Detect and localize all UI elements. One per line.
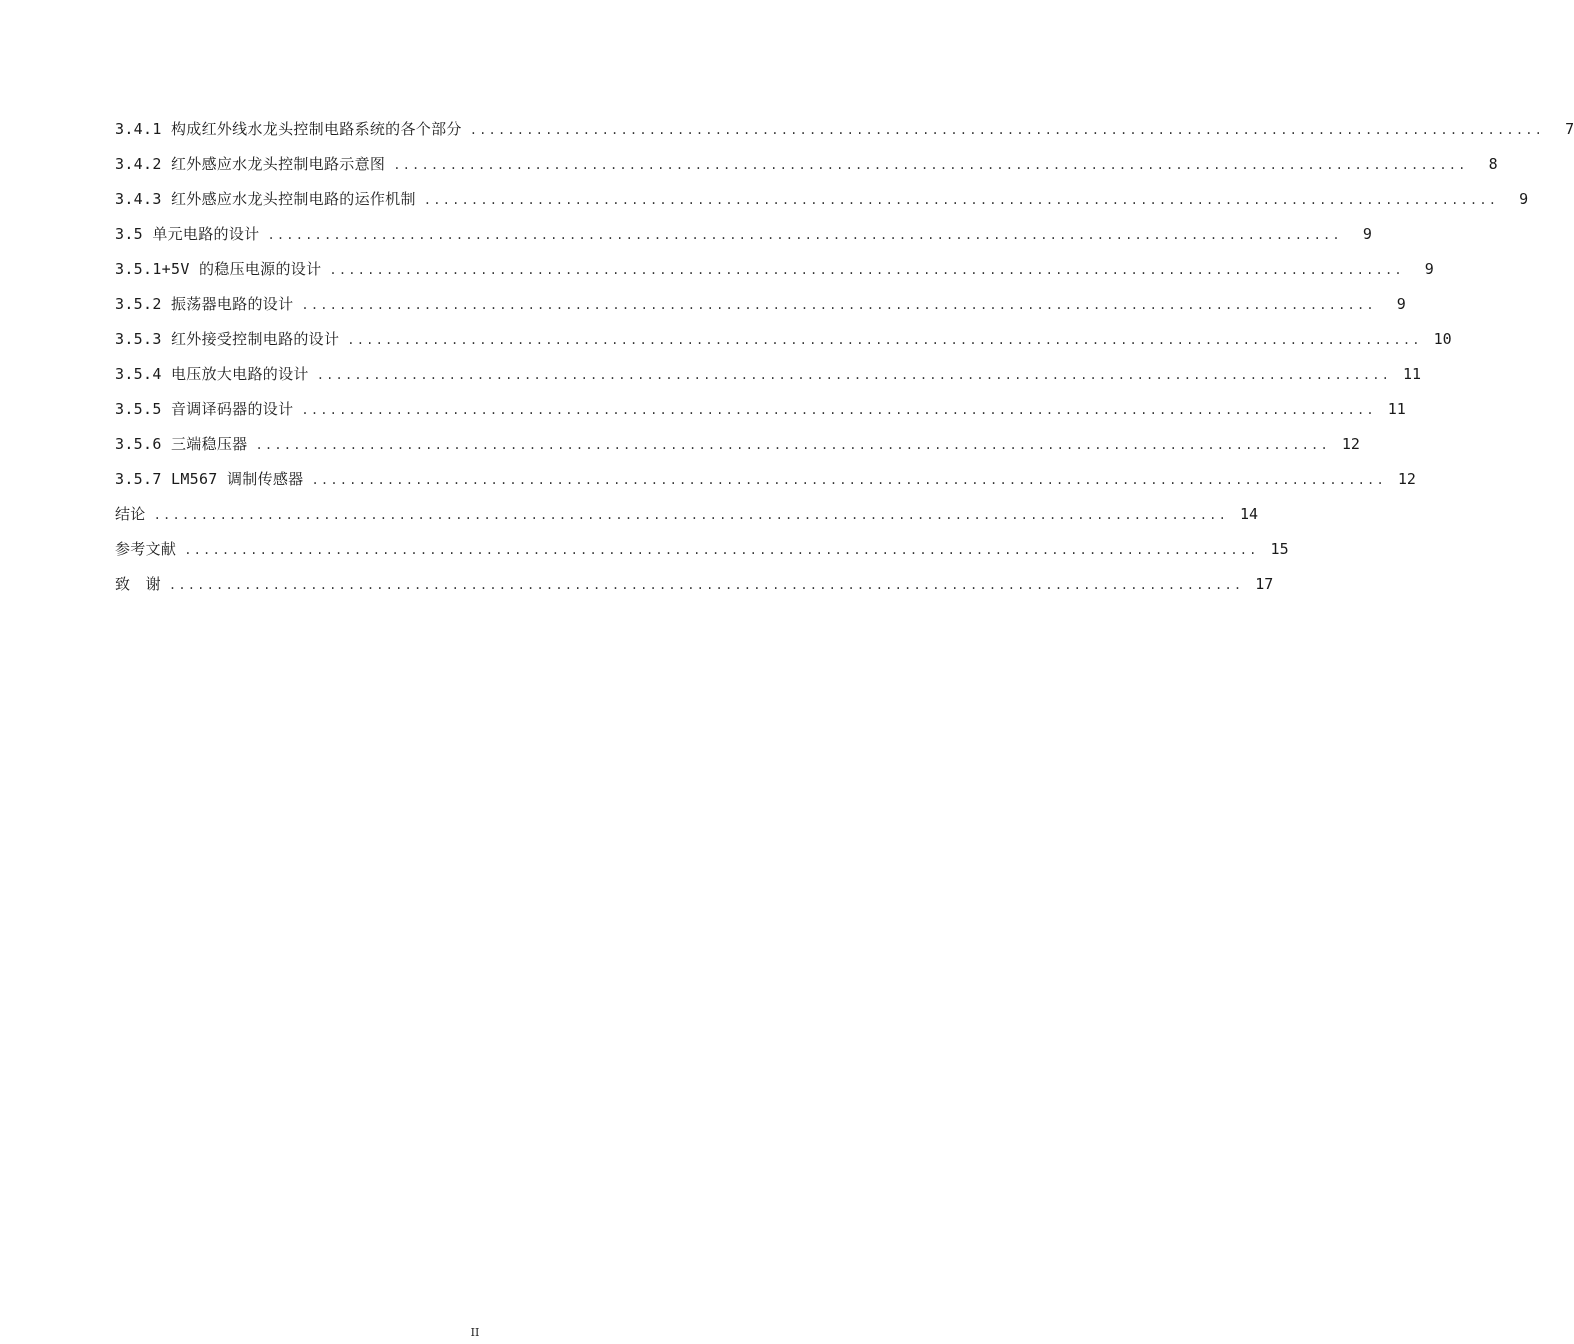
toc-entry-label: 3.5.4 电压放大电路的设计 (115, 365, 309, 383)
toc-entry-page: 15 (1270, 540, 1289, 558)
toc-entry-label: 3.4.3 红外感应水龙头控制电路的运作机制 (115, 190, 416, 208)
toc-entry-label: 3.4.1 构成红外线水龙头控制电路系统的各个部分 (115, 120, 462, 138)
toc-entry[interactable] (115, 257, 1434, 292)
toc-entry[interactable] (115, 467, 1416, 502)
toc-entry[interactable] (115, 572, 1274, 607)
toc-entry[interactable] (115, 537, 1289, 572)
toc-leader-dots: .................................................................................................................. (168, 578, 1244, 592)
toc-entry[interactable] (115, 432, 1360, 467)
toc-leader-dots: .................................................................................................................. (347, 333, 1422, 347)
toc-entry-label: 3.5.7 LM567 调制传感器 (115, 470, 304, 488)
toc-entry-page: 9 (1424, 260, 1434, 278)
toc-leader-dots: .................................................................................................................. (301, 298, 1376, 312)
toc-entry-page: 9 (1362, 225, 1372, 243)
toc-entry[interactable] (115, 152, 1498, 187)
toc-entry-label: 3.5.3 红外接受控制电路的设计 (115, 330, 340, 348)
toc-leader-dots: .................................................................................................................. (184, 543, 1259, 557)
toc-entry-page: 10 (1433, 330, 1452, 348)
page-number: II (470, 1326, 480, 1339)
toc-entry[interactable] (115, 327, 1452, 362)
toc-entry-label: 3.5.1+5V 的稳压电源的设计 (115, 260, 322, 278)
toc-entry-label: 3.5 单元电路的设计 (115, 225, 260, 243)
toc-entry-label: 3.4.2 红外感应水龙头控制电路示意图 (115, 155, 386, 173)
toc-entry[interactable] (115, 187, 1529, 222)
toc-entry-page: 11 (1403, 365, 1422, 383)
toc-entry-page: 9 (1519, 190, 1529, 208)
toc-entry-page: 12 (1341, 435, 1360, 453)
toc-entry-page: 17 (1255, 575, 1274, 593)
toc-leader-dots: .................................................................................................................. (153, 508, 1229, 522)
toc-entry[interactable] (115, 362, 1422, 397)
toc-entry-label: 致 谢 (115, 575, 161, 593)
toc-entry[interactable] (115, 222, 1372, 257)
toc-leader-dots: .................................................................................................................. (301, 403, 1376, 417)
table-of-contents (115, 117, 1574, 607)
toc-leader-dots: .................................................................................................................. (311, 473, 1386, 487)
toc-entry-page: 9 (1396, 295, 1406, 313)
toc-entry-label: 3.5.2 振荡器电路的设计 (115, 295, 294, 313)
toc-entry-page: 7 (1565, 120, 1574, 138)
toc-leader-dots: .................................................................................................................. (329, 263, 1404, 277)
toc-entry-label: 结论 (115, 505, 146, 523)
toc-entry[interactable] (115, 502, 1259, 537)
toc-leader-dots: .................................................................................................................. (423, 193, 1499, 207)
toc-entry-label: 3.5.5 音调译码器的设计 (115, 400, 294, 418)
toc-entry-page: 11 (1387, 400, 1406, 418)
toc-entry[interactable] (115, 117, 1574, 152)
toc-leader-dots: .................................................................................................................. (316, 368, 1392, 382)
toc-leader-dots: .................................................................................................................. (267, 228, 1342, 242)
toc-entry-label: 3.5.6 三端稳压器 (115, 435, 248, 453)
toc-entry-page: 8 (1488, 155, 1498, 173)
toc-entry-label: 参考文献 (115, 540, 177, 558)
toc-leader-dots: .................................................................................................................. (255, 438, 1330, 452)
toc-entry-page: 14 (1239, 505, 1259, 523)
toc-entry-page: 12 (1397, 470, 1416, 488)
toc-entry[interactable] (115, 292, 1406, 327)
toc-leader-dots: .................................................................................................................. (393, 158, 1468, 172)
toc-leader-dots: .................................................................................................................. (469, 123, 1545, 137)
toc-entry[interactable] (115, 397, 1406, 432)
